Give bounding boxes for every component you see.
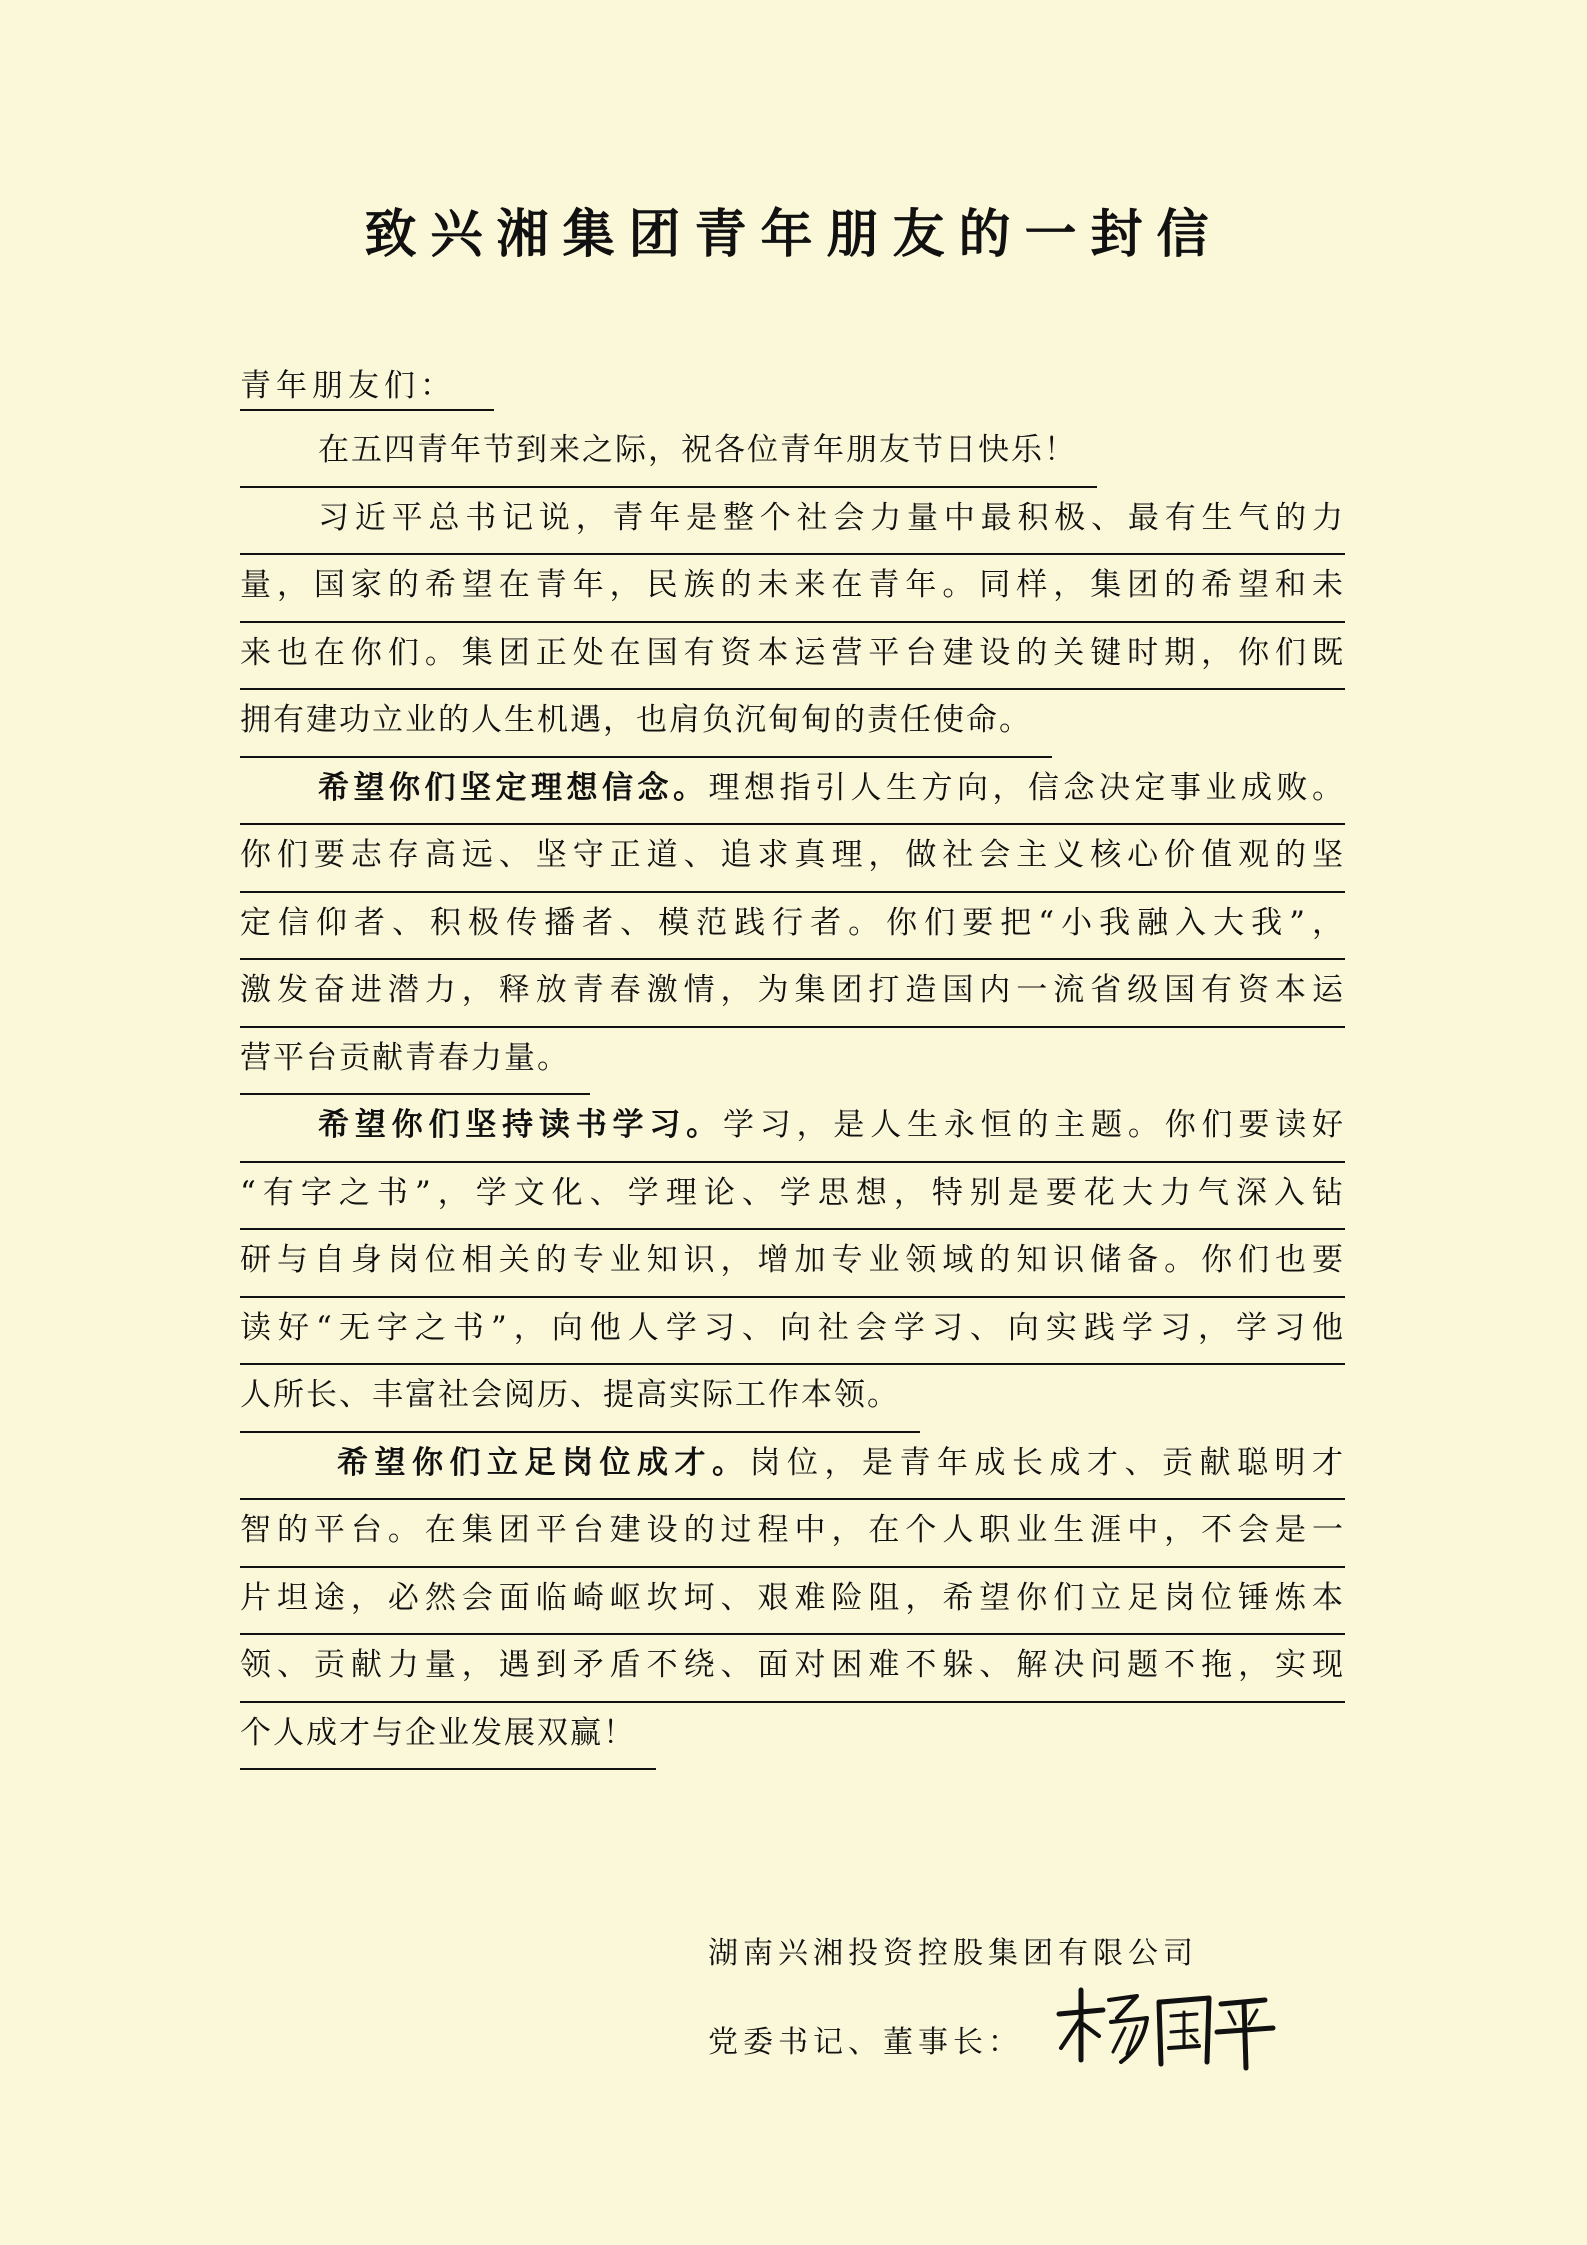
company-name: 湖南兴湘投资控股集团有限公司	[708, 1936, 1198, 1971]
text-line: 人所长、丰富社会阅历、提高实际工作本领。	[240, 1365, 920, 1433]
text-line: 智的平台。在集团平台建设的过程中，在个人职业生涯中，不会是一	[240, 1500, 1345, 1568]
handwritten-signature-icon	[1051, 1982, 1281, 2097]
paragraph-intro	[240, 488, 1345, 758]
line-rest: 学习，是人生永恒的主题。你们要读好	[722, 1107, 1345, 1143]
paragraph-study	[240, 1095, 1345, 1433]
text-line: “有字之书”，学文化、学理论、学思想，特别是要花大力气深入钻	[240, 1163, 1345, 1231]
text-line: 习近平总书记说，青年是整个社会力量中最积极、最有生气的力	[240, 488, 1345, 556]
text-line: 来也在你们。集团正处在国有资本运营平台建设的关键时期，你们既	[240, 623, 1345, 691]
text-line: 激发奋进潜力，释放青春激情，为集团打造国内一流省级国有资本运	[240, 960, 1345, 1028]
text-line: 你们要志存高远、坚守正道、追求真理，做社会主义核心价值观的坚	[240, 825, 1345, 893]
text-line	[240, 1433, 1345, 1501]
text-line	[240, 1095, 1345, 1163]
text-line	[240, 758, 1345, 826]
text-line: 量，国家的希望在青年，民族的未来在青年。同样，集团的希望和未	[240, 555, 1345, 623]
text-line: 领、贡献力量，遇到矛盾不绕、面对困难不躲、解决问题不拖，实现	[240, 1635, 1345, 1703]
text-line: 研与自身岗位相关的专业知识，增加专业领域的知识储备。你们也要	[240, 1230, 1345, 1298]
line-rest: 理想指引人生方向，信念决定事业成败。	[708, 769, 1345, 806]
text-line: 定信仰者、积极传播者、模范践行者。你们要把“小我融入大我”，	[240, 893, 1345, 961]
paragraph-lead: 希望你们坚定理想信念。	[318, 769, 709, 806]
text-line: 在五四青年节到来之际，祝各位青年朋友节日快乐！	[240, 420, 1097, 488]
signer-role: 党委书记、董事长：	[708, 2024, 1023, 2060]
letter-title: 致兴湘集团青年朋友的一封信	[364, 204, 1223, 265]
paragraph-greeting	[240, 420, 1345, 488]
signature-line	[708, 1988, 1281, 2097]
text-line: 片坦途，必然会面临崎岖坎坷、艰难险阻，希望你们立足岗位锤炼本	[240, 1568, 1345, 1636]
signature-block	[708, 1920, 1281, 2097]
text-line: 营平台贡献青春力量。	[240, 1028, 590, 1096]
letter-body	[240, 420, 1345, 1770]
paragraph-post	[240, 1433, 1345, 1771]
salutation: 青年朋友们：	[240, 363, 494, 411]
line-rest: 岗位，是青年成长成才、贡献聪明才	[749, 1444, 1345, 1481]
paragraph-lead: 希望你们立足岗位成才。	[337, 1444, 750, 1481]
text-line: 个人成才与企业发展双赢！	[240, 1703, 656, 1771]
text-line: 读好“无字之书”，向他人学习、向社会学习、向实践学习，学习他	[240, 1298, 1345, 1366]
paragraph-ideals	[240, 758, 1345, 1096]
paragraph-lead: 希望你们坚持读书学习。	[318, 1107, 723, 1143]
text-line: 拥有建功立业的人生机遇，也肩负沉甸甸的责任使命。	[240, 690, 1052, 758]
